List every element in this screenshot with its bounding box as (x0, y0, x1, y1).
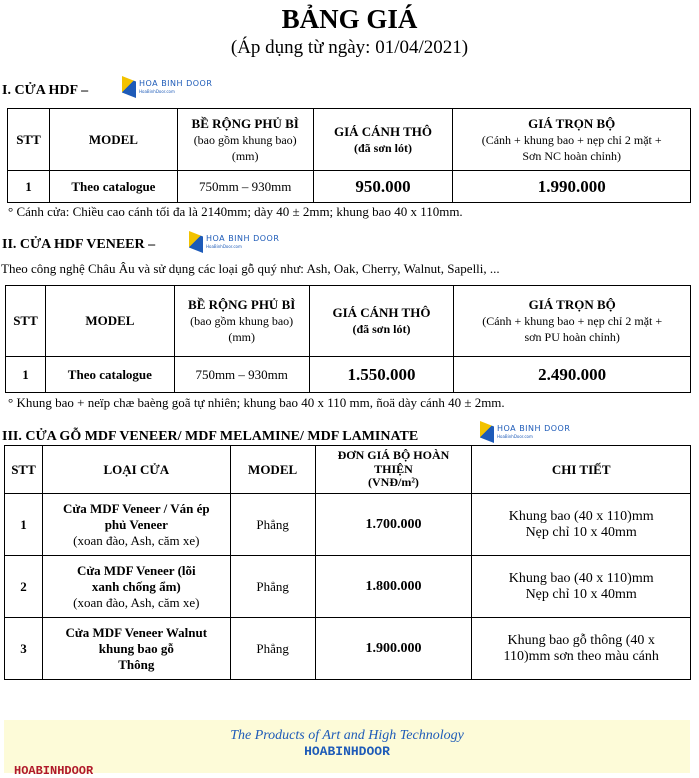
logo-site: HoaBinhDoor.com (206, 244, 242, 249)
header-width: BỀ RỘNG PHỦ BÌ (bao gồm khung bao) (mm) (174, 286, 309, 357)
header-model: MODEL (45, 286, 174, 357)
cell-stt: 1 (5, 494, 43, 556)
cell-raw-price: 950.000 (313, 171, 453, 203)
cell-detail: Khung bao (40 x 110)mm Nẹp chỉ 10 x 40mm (472, 494, 691, 556)
cell-model: Phẳng (230, 618, 315, 680)
footer-brand-secondary: HOABINHDOOR (14, 764, 94, 778)
cell-type: Cửa MDF Veneer (lõi xanh chống ẩm) (xoan đào, Ash, căm xe) (42, 556, 230, 618)
header-full-price: GIÁ TRỌN BỘ (Cánh + khung bao + nẹp chỉ 2 mặt + sơn PU hoàn chỉnh) (454, 286, 691, 357)
header-raw-price: GIÁ CÁNH THÔ (đã sơn lót) (313, 109, 453, 171)
header-raw-price: GIÁ CÁNH THÔ (đã sơn lót) (309, 286, 454, 357)
page-title: BẢNG GIÁ (281, 4, 418, 34)
table-header-row (6, 286, 691, 357)
cell-price: 1.900.000 (315, 618, 472, 680)
cell-price: 1.700.000 (315, 494, 472, 556)
section-1-heading: I. CỬA HDF – (2, 83, 89, 98)
logo-site: HoaBinhDoor.com (497, 434, 533, 439)
table-row (6, 357, 691, 393)
table-header-row (5, 446, 691, 494)
table-header-row (8, 109, 691, 171)
cell-full-price: 2.490.000 (454, 357, 691, 393)
cell-stt: 1 (8, 171, 50, 203)
header-full-price: GIÁ TRỌN BỘ (Cánh + khung bao + nẹp chỉ 2 mặt + Sơn NC hoàn chỉnh) (453, 109, 691, 171)
cell-model: Phẳng (230, 556, 315, 618)
section-1-note: ° Cánh cửa: Chiều cao cánh tối đa là 2140mm; dày 40 ± 2mm; khung bao 40 x 110mm. (8, 204, 463, 219)
logo-mark-icon (480, 421, 494, 443)
cell-detail: Khung bao gỗ thông (40 x 110)mm sơn theo màu cánh (472, 618, 691, 680)
cell-stt: 2 (5, 556, 43, 618)
header-stt: STT (8, 109, 50, 171)
cell-width: 750mm – 930mm (177, 171, 313, 203)
cell-model: Phẳng (230, 494, 315, 556)
table-row (5, 556, 691, 618)
table-row (8, 171, 691, 203)
logo-brand: HOA BINH DOOR (206, 234, 280, 243)
cell-raw-price: 1.550.000 (309, 357, 454, 393)
cell-type: Cửa MDF Veneer Walnut khung bao gỗ Thông (42, 618, 230, 680)
effective-date: (Áp dụng từ ngày: 01/04/2021) (230, 37, 469, 58)
logo-mark-icon (189, 231, 203, 253)
cell-model: Theo catalogue (45, 357, 174, 393)
section-2-note: ° Khung bao + neïp chæ baèng goã tự nhiên; khung bao 40 x 110 mm, ñoä dày cánh 40 ± 2mm. (8, 395, 505, 410)
cell-model: Theo catalogue (49, 171, 177, 203)
hdf-price-table (7, 108, 691, 203)
cell-price: 1.800.000 (315, 556, 472, 618)
cell-stt: 3 (5, 618, 43, 680)
logo-mark-icon (122, 76, 136, 98)
logo-brand: HOA BINH DOOR (139, 79, 213, 88)
header-detail: CHI TIẾT (472, 446, 691, 494)
section-3-heading: III. CỬA GỖ MDF VENEER/ MDF MELAMINE/ MDF LAMINATE (2, 429, 419, 444)
section-2-heading: II. CỬA HDF VENEER – (2, 237, 156, 252)
hoabinh-door-logo (122, 76, 212, 98)
hoabinh-door-logo (480, 421, 570, 443)
logo-site: HoaBinhDoor.com (139, 89, 175, 94)
cell-width: 750mm – 930mm (174, 357, 309, 393)
mdf-price-table (4, 445, 691, 680)
hoabinh-door-logo (189, 231, 279, 253)
table-row (5, 618, 691, 680)
table-row (5, 494, 691, 556)
header-model: MODEL (49, 109, 177, 171)
header-width: BỀ RỘNG PHỦ BÌ (bao gồm khung bao) (mm) (177, 109, 313, 171)
footer-brand: HOABINHDOOR (304, 744, 390, 759)
hdf-veneer-price-table (5, 285, 691, 393)
header-stt: STT (6, 286, 46, 357)
cell-detail: Khung bao (40 x 110)mm Nẹp chỉ 10 x 40mm (472, 556, 691, 618)
header-model: MODEL (230, 446, 315, 494)
section-2-intro: Theo công nghệ Châu Âu và sử dụng các loại gỗ quý như: Ash, Oak, Cherry, Walnut, Sapelli, ... (1, 261, 500, 276)
header-stt: STT (5, 446, 43, 494)
header-unit-price: ĐƠN GIÁ BỘ HOÀN THIỆN (VNĐ/m²) (315, 446, 472, 494)
cell-type: Cửa MDF Veneer / Ván ép phủ Veneer (xoan đào, Ash, căm xe) (42, 494, 230, 556)
header-type: LOẠI CỬA (42, 446, 230, 494)
footer-slogan: The Products of Art and High Technology (230, 728, 464, 743)
cell-full-price: 1.990.000 (453, 171, 691, 203)
footer-banner (4, 720, 690, 778)
logo-brand: HOA BINH DOOR (497, 424, 571, 433)
cell-stt: 1 (6, 357, 46, 393)
